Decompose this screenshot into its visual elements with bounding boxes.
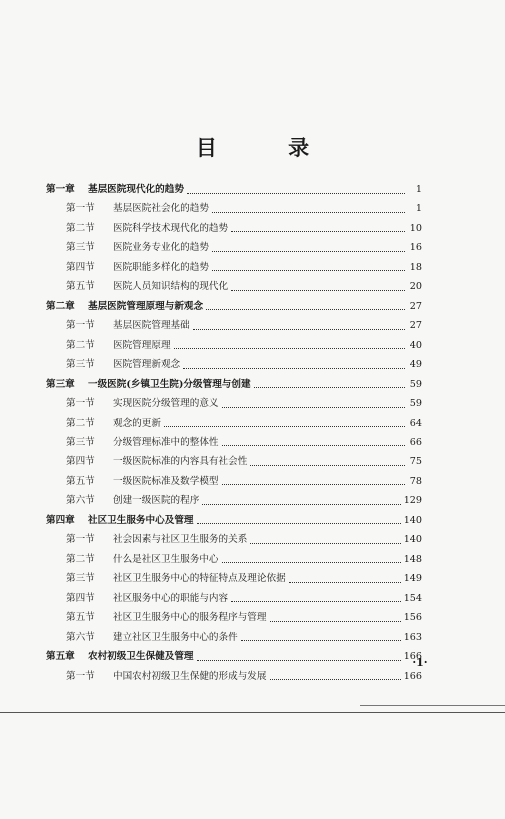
toc-entry-title: 一级医院(乡镇卫生院)分级管理与创建 <box>88 378 251 390</box>
toc-section-row <box>66 318 422 334</box>
toc-leader-dots <box>202 504 400 505</box>
toc-leader-dots <box>231 601 401 602</box>
toc-section-row <box>66 435 422 451</box>
toc-entry-page: 64 <box>409 417 422 429</box>
toc-entry-page: 148 <box>403 553 422 565</box>
toc-entry-page: 140 <box>403 534 422 546</box>
toc-chapter-row <box>46 299 422 315</box>
toc-entry-title: 医院管理原理 <box>113 339 171 351</box>
toc-chapter-row <box>46 377 422 393</box>
toc-leader-dots <box>174 348 405 349</box>
toc-leader-dots <box>231 290 405 291</box>
toc-section-row <box>66 571 422 587</box>
toc-entry-number: 第一节 <box>66 534 95 546</box>
toc-leader-dots <box>197 523 401 524</box>
toc-entry-title: 一级医院标准的内容具有社会性 <box>113 456 248 468</box>
page-title: 目 录 <box>195 135 342 160</box>
toc-entry-title: 社会因素与社区卫生服务的关系 <box>113 534 248 546</box>
toc-entry-number: 第六节 <box>66 631 95 643</box>
toc-chapter-row <box>46 513 422 529</box>
toc-entry-number: 第四节 <box>66 261 95 273</box>
toc-entry-title: 社区卫生服务中心的服务程序与管理 <box>113 612 267 624</box>
toc-entry-title: 实现医院分级管理的意义 <box>113 398 219 410</box>
toc-entry-page: 59 <box>409 398 422 410</box>
toc-leader-dots <box>212 251 405 252</box>
divider-short <box>360 705 505 706</box>
toc-entry-title: 创建一级医院的程序 <box>113 495 200 507</box>
toc-entry-number: 第一节 <box>66 398 95 410</box>
toc-entry-page: 20 <box>409 281 422 293</box>
toc-leader-dots <box>197 660 401 661</box>
toc-entry-page: 75 <box>409 456 422 468</box>
toc-leader-dots <box>193 329 405 330</box>
toc-leader-dots <box>212 212 405 213</box>
toc-entry-title: 中国农村初级卫生保健的形成与发展 <box>113 670 267 682</box>
toc-entry-title: 社区卫生服务中心的特征特点及理论依据 <box>113 573 286 585</box>
toc-leader-dots <box>164 426 405 427</box>
toc-entry-number: 第四章 <box>46 514 75 526</box>
toc-section-row <box>66 338 422 354</box>
toc-entry-page: 129 <box>403 495 422 507</box>
toc-leader-dots <box>222 562 401 563</box>
toc-entry-title: 医院科学技术现代化的趋势 <box>113 222 229 234</box>
toc-entry-page: 163 <box>403 631 422 643</box>
toc-section-row <box>66 669 422 685</box>
toc-entry-number: 第二节 <box>66 417 95 429</box>
toc-entry-page: 140 <box>403 514 422 526</box>
toc-leader-dots <box>206 309 405 310</box>
toc-entry-title: 医院人员知识结构的现代化 <box>113 281 229 293</box>
toc-leader-dots <box>212 270 405 271</box>
toc-entry-page: 27 <box>409 320 422 332</box>
toc-chapter-row <box>46 182 422 198</box>
toc-section-row <box>66 416 422 432</box>
toc-section-row <box>66 552 422 568</box>
toc-entry-page: 66 <box>409 436 422 448</box>
toc-section-row <box>66 610 422 626</box>
toc-entry-page: 40 <box>409 339 422 351</box>
toc-entry-number: 第二节 <box>66 222 95 234</box>
toc-section-row <box>66 630 422 646</box>
toc-section-row <box>66 357 422 373</box>
toc-leader-dots <box>187 193 405 194</box>
toc-entry-number: 第二节 <box>66 339 95 351</box>
toc-entry-title: 社区服务中心的职能与内容 <box>113 592 229 604</box>
toc-entry-title: 医院职能多样化的趋势 <box>113 261 209 273</box>
toc-entry-page: 1 <box>415 184 422 195</box>
toc-entry-number: 第六节 <box>66 495 95 507</box>
toc-entry-title: 什么是社区卫生服务中心 <box>113 553 219 565</box>
toc-entry-number: 第五节 <box>66 612 95 624</box>
toc-entry-title: 基层医院社会化的趋势 <box>113 203 209 215</box>
toc-entry-title: 农村初级卫生保健及管理 <box>88 651 194 663</box>
toc-entry-number: 第三节 <box>66 436 95 448</box>
toc-leader-dots <box>270 679 401 680</box>
toc-entry-page: 166 <box>403 651 422 663</box>
toc-section-row <box>66 493 422 509</box>
toc-entry-title: 医院业务专业化的趋势 <box>113 242 209 254</box>
toc-chapter-row <box>46 649 422 665</box>
toc-leader-dots <box>289 582 401 583</box>
toc-section-row <box>66 474 422 490</box>
toc-entry-title: 分级管理标准中的整体性 <box>113 436 219 448</box>
toc-leader-dots <box>254 387 405 388</box>
toc-entry-page: 49 <box>409 359 422 371</box>
toc-entry-page: 1 <box>415 203 422 215</box>
toc-entry-number: 第五节 <box>66 475 95 487</box>
toc-entry-page: 27 <box>409 300 422 312</box>
toc-entry-number: 第三节 <box>66 573 95 585</box>
toc-entry-number: 第五章 <box>46 651 75 663</box>
toc-entry-number: 第二章 <box>46 300 75 312</box>
toc-section-row <box>66 260 422 276</box>
toc-entry-title: 基层医院管理基础 <box>113 320 190 332</box>
toc-section-row <box>66 221 422 237</box>
toc-leader-dots <box>222 484 405 485</box>
toc-entry-number: 第一节 <box>66 203 95 215</box>
toc-entry-title: 观念的更新 <box>113 417 161 429</box>
toc-entry-page: 166 <box>403 670 422 682</box>
toc-entry-number: 第四节 <box>66 456 95 468</box>
toc-leader-dots <box>231 231 405 232</box>
toc-entry-title: 一级医院标准及数学模型 <box>113 475 219 487</box>
toc-entry-page: 78 <box>409 475 422 487</box>
toc-entry-number: 第一节 <box>66 670 95 682</box>
toc-leader-dots <box>250 465 405 466</box>
toc-entry-number: 第四节 <box>66 592 95 604</box>
toc-entry-page: 149 <box>403 573 422 585</box>
toc-section-row <box>66 279 422 295</box>
toc-entry-page: 156 <box>403 612 422 624</box>
toc-entry-title: 社区卫生服务中心及管理 <box>88 514 194 526</box>
toc-entry-number: 第一节 <box>66 320 95 332</box>
divider <box>0 712 505 713</box>
toc-section-row <box>66 454 422 470</box>
toc-leader-dots <box>270 621 401 622</box>
toc-section-row <box>66 591 422 607</box>
toc-leader-dots <box>183 368 405 369</box>
toc-entry-page: 154 <box>403 592 422 604</box>
toc-leader-dots <box>250 543 400 544</box>
toc-entry-number: 第二节 <box>66 553 95 565</box>
toc-entry-number: 第三章 <box>46 378 75 390</box>
toc-entry-number: 第三节 <box>66 242 95 254</box>
toc-entry-page: 59 <box>409 378 422 390</box>
toc-entry-page: 18 <box>409 261 422 273</box>
toc-entry-title: 医院管理新观念 <box>113 359 181 371</box>
toc-entry-title: 基层医院管理原理与新观念 <box>88 300 204 312</box>
toc-entry-page: 16 <box>409 242 422 254</box>
toc-entry-number: 第一章 <box>46 184 75 195</box>
toc-entry-title: 建立社区卫生服务中心的条件 <box>113 631 238 643</box>
toc-entry-number: 第五节 <box>66 281 95 293</box>
toc-section-row <box>66 240 422 256</box>
toc-leader-dots <box>222 407 405 408</box>
toc-section-row <box>66 396 422 412</box>
toc-leader-dots <box>241 640 401 641</box>
page-number: ·1· <box>412 656 428 669</box>
toc-entry-number: 第三节 <box>66 359 95 371</box>
toc-section-row <box>66 201 422 217</box>
toc-entry-title: 基层医院现代化的趋势 <box>88 184 184 195</box>
toc-leader-dots <box>222 445 405 446</box>
toc-entry-page: 10 <box>409 222 422 234</box>
toc-section-row <box>66 532 422 548</box>
